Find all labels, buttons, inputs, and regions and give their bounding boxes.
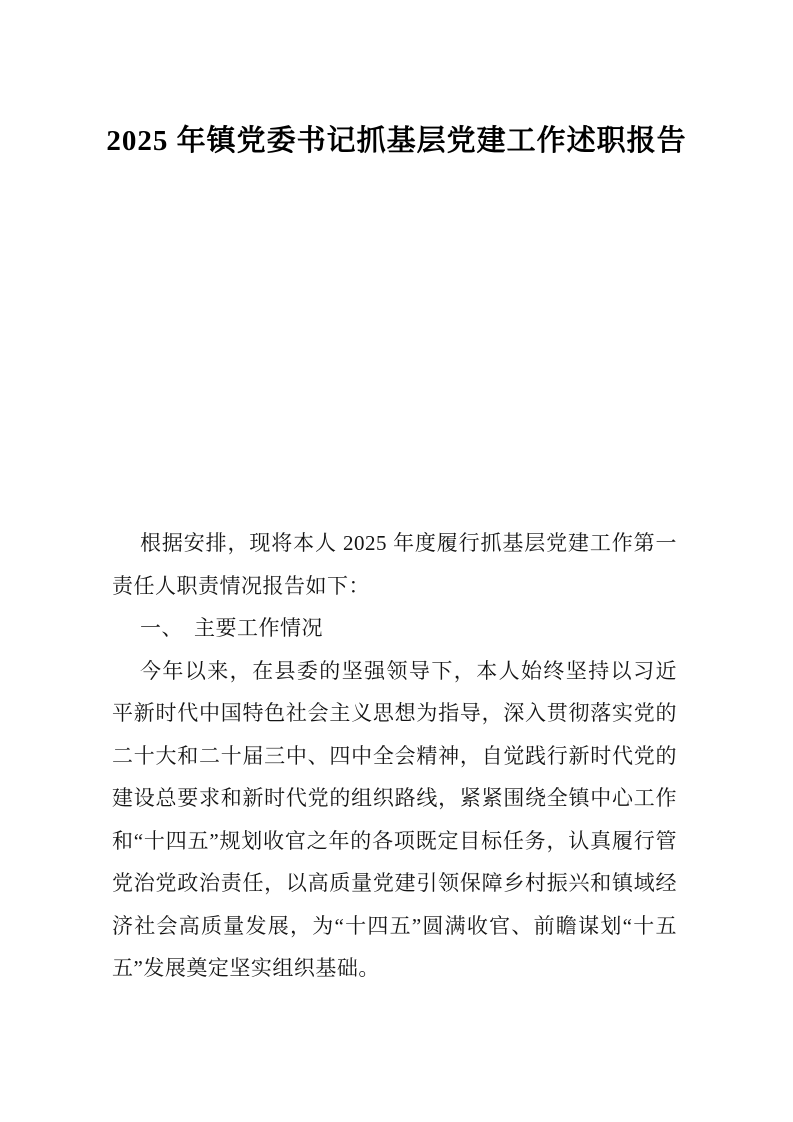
paragraph-main-work-overview: 今年以来，在县委的坚强领导下，本人始终坚持以习近平新时代中国特色社会主义思想为指导，深入贯彻落实党的二十大和二十届三中、四中全会精神，自觉践行新时代党的建设总要求和新时代党的组织路线，紧紧围绕全镇中心工作和“十四五”规划收官之年的各项既定目标任务，认真履行管党治党政治责任，以高质量党建引领保障乡村振兴和镇域经济社会高质量发展，为“十四五”圆满收官、前瞻谋划“十五五”发展奠定坚实组织基础。 — [112, 658, 677, 980]
document-body — [112, 522, 677, 990]
vertical-whitespace — [0, 167, 793, 522]
document-title: 2025 年镇党委书记抓基层党建工作述职报告 — [106, 125, 687, 157]
paragraph-intro: 根据安排，现将本人 2025 年度履行抓基层党建工作第一责任人职责情况报告如下： — [112, 531, 677, 598]
section-heading-main-work: 一、 主要工作情况 — [140, 616, 323, 640]
